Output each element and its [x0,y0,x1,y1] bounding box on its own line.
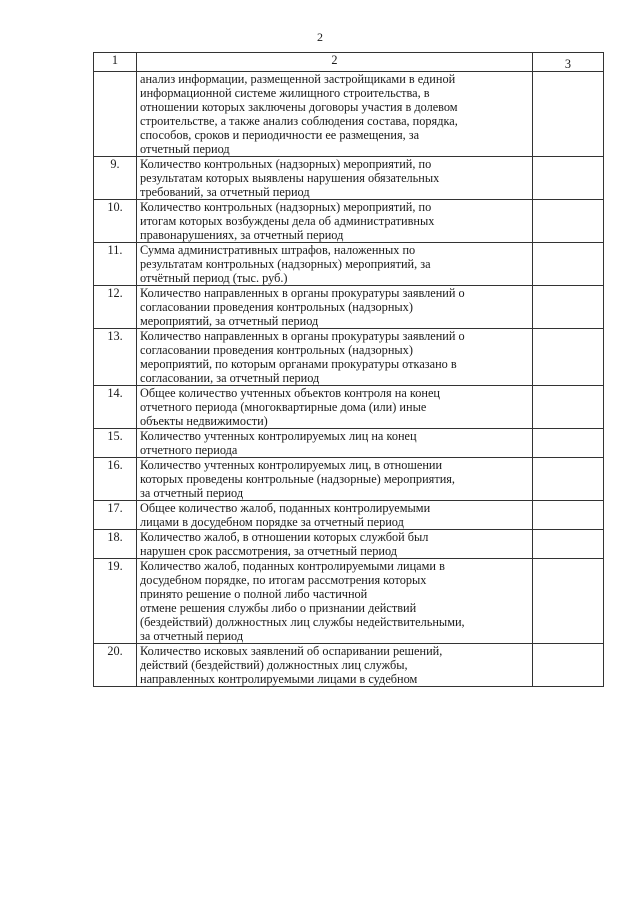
row-indicator-text [137,644,533,687]
text-line: объекты недвижимости) [140,414,268,428]
text-line: информационной системе жилищного строительства, в [140,86,430,100]
row-number [94,72,137,157]
row-indicator-text [137,329,533,386]
table-row [94,243,604,286]
text-line: направленных контролируемыми лицами в судебном [140,672,418,686]
text-line: мероприятий, за отчетный период [140,314,319,328]
text-line: Количество контрольных (надзорных) мероприятий, по [140,157,432,171]
text-line: за отчетный период [140,629,244,643]
text-line: отчётный период (тыс. руб.) [140,271,288,285]
text-line: досудебном порядке, по итогам рассмотрения которых [140,573,427,587]
row-number: 12. [94,286,137,329]
row-indicator-text [137,458,533,501]
text-line: требований, за отчетный период [140,185,310,199]
text-line: лицами в досудебном порядке за отчетный период [140,515,404,529]
text-line: Количество жалоб, поданных контролируемыми лицами в [140,559,445,573]
table-row [94,386,604,429]
table-row [94,530,604,559]
row-number: 13. [94,329,137,386]
report-table [93,52,604,687]
row-indicator-text [137,72,533,157]
row-number: 9. [94,157,137,200]
row-number: 20. [94,644,137,687]
row-value-cell [533,243,604,286]
text-line: Количество учтенных контролируемых лиц, в отношении [140,458,443,472]
column-header-1: 1 [94,53,137,72]
text-line: результатам которых выявлены нарушения обязательных [140,171,440,185]
text-line: нарушен срок рассмотрения, за отчетный период [140,544,398,558]
text-line: (бездействий) должностных лиц службы недействительными, [140,615,465,629]
text-line: согласовании проведения контрольных (надзорных) [140,300,413,314]
table-row [94,329,604,386]
text-line: Количество направленных в органы прокуратуры заявлений о [140,329,465,343]
text-line: Сумма административных штрафов, наложенных по [140,243,416,257]
table-row [94,72,604,157]
table-row [94,200,604,243]
row-number: 10. [94,200,137,243]
row-value-cell [533,329,604,386]
text-line: принято решение о полной либо частичной [140,587,368,601]
row-indicator-text [137,386,533,429]
row-indicator-text [137,200,533,243]
row-indicator-text [137,530,533,559]
text-line: строительстве, а также анализ соблюдения состава, порядка, [140,114,458,128]
row-value-cell [533,644,604,687]
row-value-cell [533,157,604,200]
text-line: Общее количество учтенных объектов контроля на конец [140,386,440,400]
text-line: отчетного периода [140,443,238,457]
text-line: Количество жалоб, в отношении которых службой был [140,530,429,544]
table-row [94,286,604,329]
table-row [94,559,604,644]
row-number: 16. [94,458,137,501]
row-indicator-text [137,429,533,458]
row-indicator-text [137,243,533,286]
column-header-3: 3 [533,53,604,72]
row-number: 15. [94,429,137,458]
table-header-row [94,53,604,72]
row-value-cell [533,458,604,501]
text-line: действий (бездействий) должностных лиц службы, [140,658,408,672]
text-line: мероприятий, по которым органами прокуратуры отказано в [140,357,457,371]
row-value-cell [533,72,604,157]
text-line: Количество учтенных контролируемых лиц на конец [140,429,417,443]
text-line: отчетный период [140,142,230,156]
text-line: которых проведены контрольные (надзорные) мероприятия, [140,472,456,486]
row-number: 19. [94,559,137,644]
text-line: Количество контрольных (надзорных) мероприятий, по [140,200,432,214]
report-table-body [94,53,604,687]
text-line: анализ информации, размещенной застройщиками в единой [140,72,456,86]
row-value-cell [533,530,604,559]
text-line: согласовании, за отчетный период [140,371,320,385]
text-line: отмене решения службы либо о признании действий [140,601,417,615]
text-line: Количество исковых заявлений об оспаривании решений, [140,644,443,658]
row-value-cell [533,559,604,644]
row-value-cell [533,386,604,429]
row-value-cell [533,429,604,458]
row-number: 17. [94,501,137,530]
row-indicator-text [137,559,533,644]
row-value-cell [533,286,604,329]
table-row [94,458,604,501]
row-indicator-text [137,157,533,200]
text-line: за отчетный период [140,486,244,500]
text-line: отношении которых заключены договоры участия в долевом [140,100,458,114]
row-number: 11. [94,243,137,286]
text-line: итогам которых возбуждены дела об административных [140,214,435,228]
text-line: согласовании проведения контрольных (надзорных) [140,343,413,357]
text-line: результатам контрольных (надзорных) мероприятий, за [140,257,431,271]
row-value-cell [533,200,604,243]
text-line: Общее количество жалоб, поданных контролируемыми [140,501,431,515]
text-line: способов, сроков и периодичности ее размещения, за [140,128,420,142]
text-line: отчетного периода (многоквартирные дома (или) иные [140,400,427,414]
text-line: правонарушениях, за отчетный период [140,228,344,242]
table-row [94,644,604,687]
row-number: 18. [94,530,137,559]
table-row [94,157,604,200]
row-indicator-text [137,286,533,329]
table-row [94,501,604,530]
page-number: 2 [317,30,323,44]
row-number: 14. [94,386,137,429]
text-line: Количество направленных в органы прокуратуры заявлений о [140,286,465,300]
row-value-cell [533,501,604,530]
column-header-2: 2 [137,53,533,72]
row-indicator-text [137,501,533,530]
table-row [94,429,604,458]
